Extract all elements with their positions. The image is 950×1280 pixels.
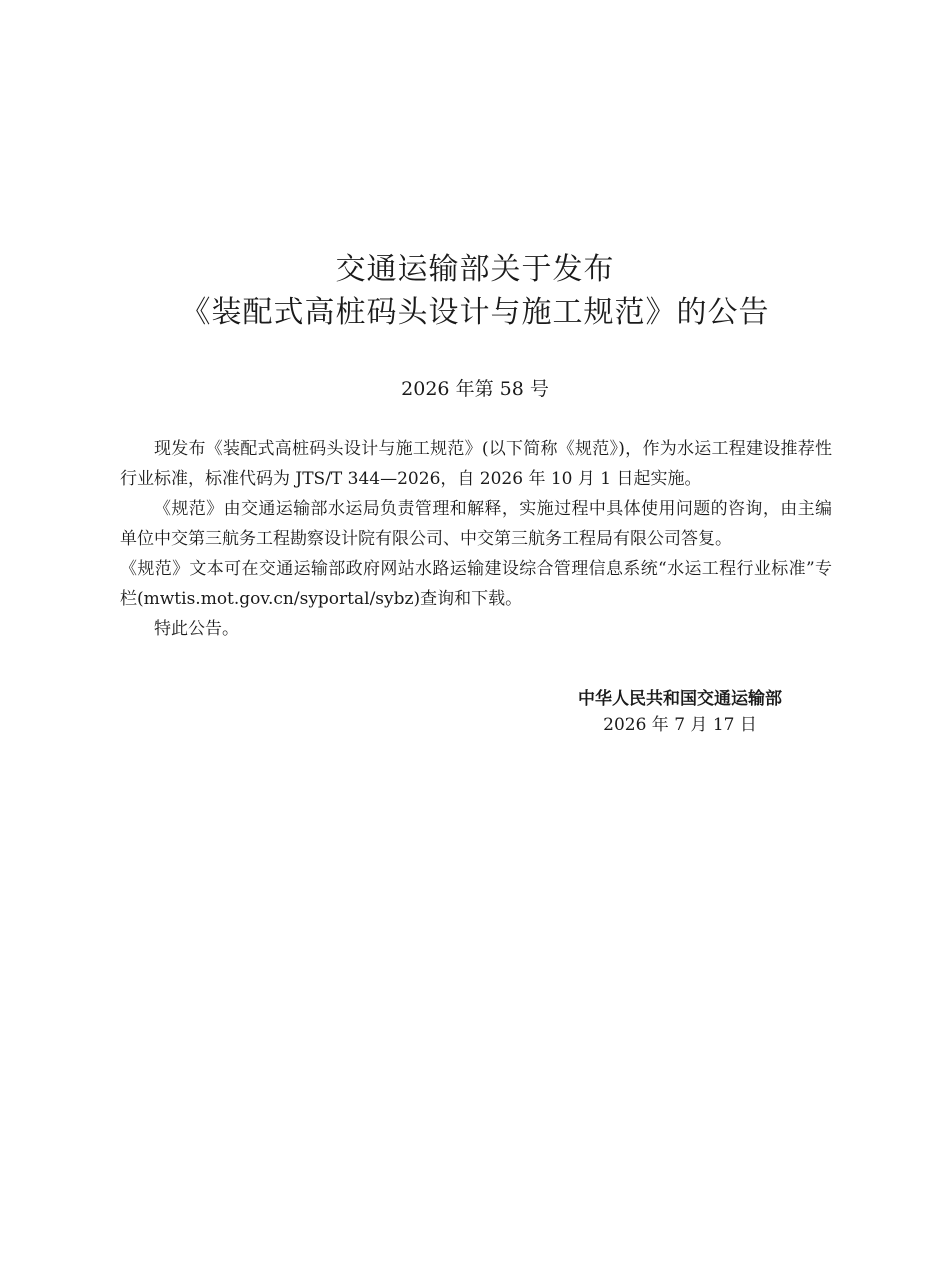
paragraph-download: 《规范》文本可在交通运输部政府网站水路运输建设综合管理信息系统“水运工程行业标准”专栏(mwtis.mot.gov.cn/syportal/sybz)查询和下载。 bbox=[120, 559, 832, 609]
paragraph-closing: 特此公告。 bbox=[154, 619, 239, 639]
paragraph-release: 现发布《装配式高桩码头设计与施工规范》(以下简称《规范》)，作为水运工程建设推荐性行业标准，标准代码为 JTS/T 344—2026，自 2026 年 10 月 1 日起实施。 bbox=[120, 439, 832, 489]
issue-date: 2026 年 7 月 17 日 bbox=[603, 715, 757, 735]
paragraph-management: 《规范》由交通运输部水运局负责管理和解释，实施过程中具体使用问题的咨询，由主编单位中交第三航务工程勘察设计院有限公司、中交第三航务工程局有限公司答复。 bbox=[120, 499, 832, 549]
issuing-authority: 中华人民共和国交通运输部 bbox=[578, 689, 782, 709]
signature-block bbox=[560, 686, 800, 738]
document-number: 2026 年第 58 号 bbox=[401, 378, 549, 400]
announcement-body bbox=[120, 434, 832, 644]
announcement-title-line-2: 《装配式高桩码头设计与施工规范》的公告 bbox=[180, 295, 770, 330]
announcement-title-line-1: 交通运输部关于发布 bbox=[335, 252, 615, 287]
